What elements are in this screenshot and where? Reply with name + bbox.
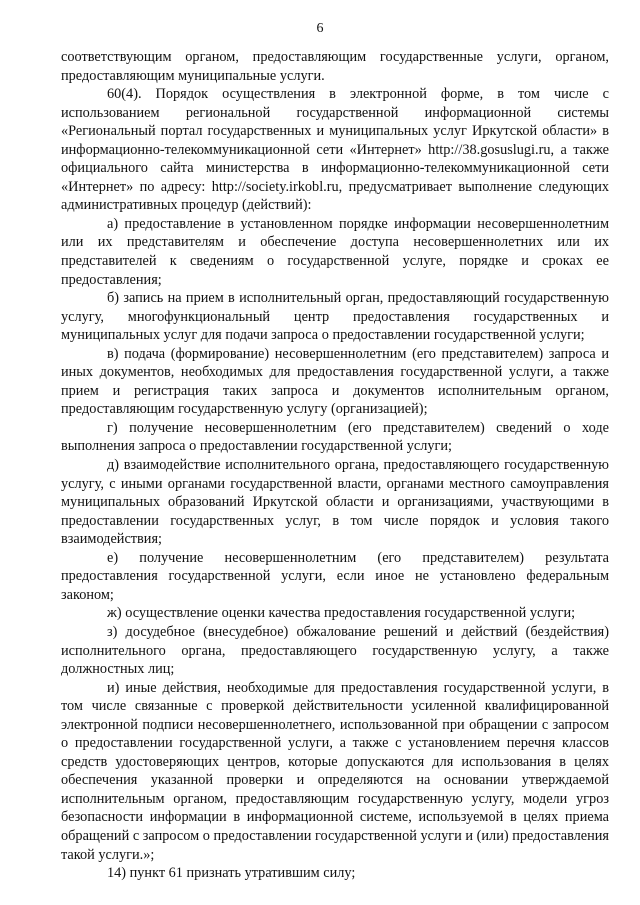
paragraph-p0: соответствующим органом, предоставляющим государственные услуги, органом, предоставляющим муниципальные услуги. [61, 49, 609, 84]
document-body [61, 48, 609, 883]
paragraph-p1: 60(4). Порядок осуществления в электронной форме, в том числе с использованием региональной государственной информационной системы «Региональный портал государственных и муниципальных услуг Иркутской области» в информационно-телекоммуникационной сети «Интернет» http://38.gosuslugi.ru, а также официального сайта министерства в информационно-телекоммуникационной сети «Интернет» по адресу: http://society.irkobl.ru, предусматривает выполнение следующих административных процедур (действий): [61, 86, 609, 214]
paragraph-p5: г) получение несовершеннолетним (его представителем) сведений о ходе выполнения запроса о предоставлении государственной услуги; [61, 419, 609, 455]
paragraph-p10: и) иные действия, необходимые для предоставления государственной услуги, в том числе связанные с проверкой действительности усиленной квалифицированной электронной подписи несовершеннолетнего, использованной при обращении с запросом о предоставлении государственной услуги, а также с установлением перечня классов средств удостоверяющих центров, которые допускаются для использования в целях обеспечения указанной проверки и определяются на основании утверждаемой исполнительным органом, предоставляющим государственную услугу, модели угроз безопасности информации в информационной системе, используемой в целях приема обращений с запросом о предоставлении государственной услуги и (или) предоставления такой услуги.»; [61, 679, 609, 863]
paragraph-p4: в) подача (формирование) несовершеннолетним (его представителем) запроса и иных документов, необходимых для предоставления государственной услуги, а также прием и регистрация таких запроса и документов исполнительным органом, предоставляющим государственную услугу (организацией); [61, 345, 609, 418]
page-number: 6 [316, 21, 324, 36]
paragraph-p9: з) досудебное (внесудебное) обжалование решений и действий (бездействия) исполнительного органа, предоставляющего государственную услугу, а также должностных лиц; [61, 623, 609, 678]
paragraph-p2: а) предоставление в установленном порядке информации несовершеннолетним или их представителям и обеспечение доступа несовершеннолетних или их представителей к сведениям о государственной услуге, порядке и сроках ее предоставления; [61, 215, 609, 288]
paragraph-p6: д) взаимодействие исполнительного органа, предоставляющего государственную услугу, с иными органами государственной власти, органами местного самоуправления муниципальных образований Иркутской области и организациями, участвующими в предоставлении государственных услуг, в том числе порядок и условия такого взаимодействия; [61, 457, 609, 548]
paragraph-p3: б) запись на прием в исполнительный орган, предоставляющий государственную услугу, многофункциональный центр предоставления государственных и муниципальных услуг для подачи запроса о предоставлении государственной услуги; [61, 290, 609, 344]
paragraph-p11: 14) пункт 61 признать утратившим силу; [107, 865, 356, 882]
paragraph-p8: ж) осуществление оценки качества предоставления государственной услуги; [107, 605, 576, 622]
paragraph-p7: е) получение несовершеннолетним (его представителем) результата предоставления государственной услуги, если иное не установлено федеральным законом; [61, 549, 609, 603]
